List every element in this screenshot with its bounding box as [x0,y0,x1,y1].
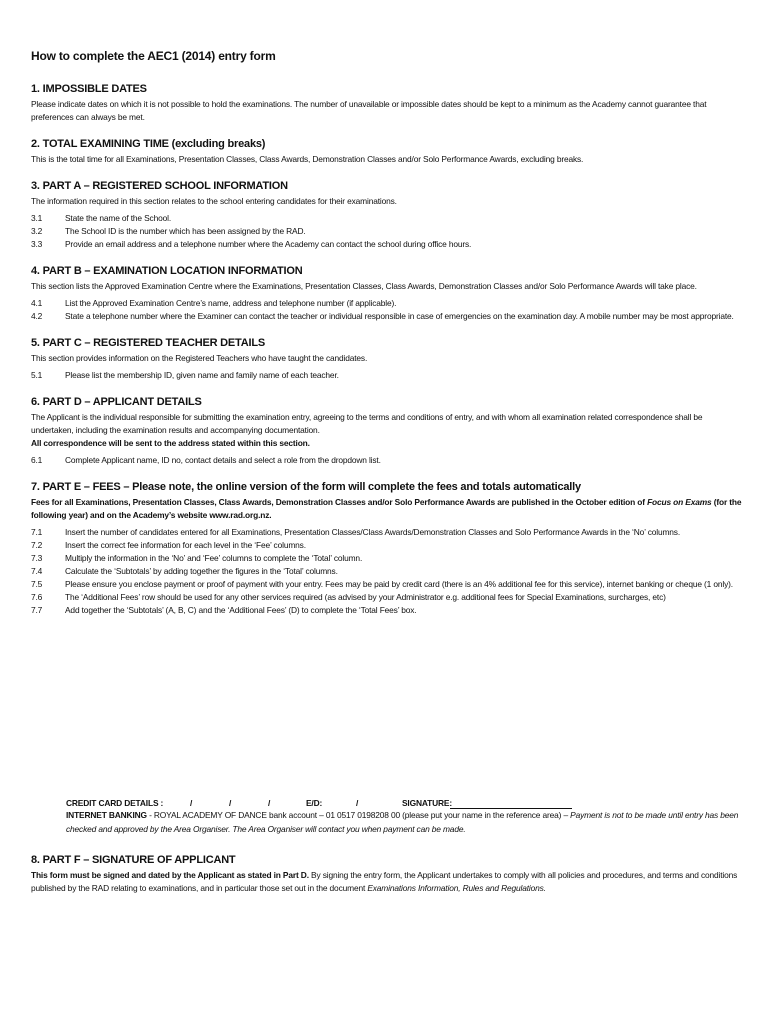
item-number: 7.2 [31,540,43,550]
item-text: Insert the number of candidates entered for all Examinations, Presentation Classes/Class Awards/Demonstration Classes and Solo Performance Awards in the ‘No’ columns. [65,527,681,537]
section-heading: 1. IMPOSSIBLE DATES [31,83,147,95]
item-number: 7.6 [31,592,43,602]
section-part-a [31,179,743,251]
item-number: 4.1 [31,298,43,308]
instruction-item [31,225,743,238]
section-intro-bold: All correspondence will be sent to the address stated within this section. [31,438,310,448]
expiry-label: E/D: [306,798,323,808]
item-text: Insert the correct fee information for each level in the ‘Fee’ columns. [65,540,306,550]
item-number: 7.4 [31,566,43,576]
item-number: 6.1 [31,455,43,465]
section-part-e [31,480,743,617]
item-text: State a telephone number where the Examiner can contact the teacher or individual responsible in case of emergencies on the examination day. A mobile number may be most appropriate. [65,311,734,321]
section-heading: 3. PART A – REGISTERED SCHOOL INFORMATION [31,180,288,192]
instruction-item [31,297,743,310]
instruction-list [31,212,743,251]
document-body [31,48,743,630]
item-text: Calculate the ‘Subtotals’ by adding together the figures in the ‘Total’ columns. [65,566,338,576]
item-text: Complete Applicant name, ID no, contact details and select a role from the dropdown list. [65,455,381,465]
section-heading: 5. PART C – REGISTERED TEACHER DETAILS [31,337,266,349]
item-number: 3.1 [31,213,43,223]
section-heading: 2. TOTAL EXAMINING TIME (excluding breaks) [31,138,266,150]
section-intro-bold [31,496,743,522]
instruction-item [31,310,743,323]
section-intro: The Applicant is the individual responsible for submitting the examination entry, agreeing to the terms and conditions of entry, and with whom all examination related correspondence shall be undertaken, including the examination results and accompanying documentation. [31,412,703,435]
section-part-d [31,395,743,467]
instruction-item [31,454,743,467]
instruction-list [31,454,743,467]
instruction-item [31,552,743,565]
section-heading: 7. PART E – FEES – Please note, the online version of the form will complete the fees and totals automatically [31,481,581,493]
date-slash: / [268,798,271,808]
item-number: 7.5 [31,579,43,589]
internet-banking-label: INTERNET BANKING [66,810,147,820]
item-text: Add together the ‘Subtotals’ (A, B, C) and the ‘Additional Fees’ (D) to complete the ‘Total Fees’ box. [65,605,417,615]
item-text: Please ensure you enclose payment or proof of payment with your entry. Fees may be paid by credit card (there is an 4% additional fee for this service), internet banking or cheque (1 only). [65,579,733,589]
item-text: Provide an email address and a telephone number where the Academy can contact the school during office hours. [65,239,472,249]
item-text: Please list the membership ID, given name and family name of each teacher. [65,370,339,380]
fees-intro-text-end: (for the following year) and on the Academy’s website www.rad.org.nz. [31,497,742,520]
document-title: How to complete the AEC1 (2014) entry form [31,49,276,63]
section-intro: The information required in this section relates to the school entering candidates for their examinations. [31,196,397,206]
signature-text: By signing the entry form, the Applicant undertakes to comply with all policies and procedures, and terms and conditions published by the RAD relating to examinations, and in particular those set out in the document [31,870,738,893]
item-number: 3.2 [31,226,43,236]
item-text: The School ID is the number which has been assigned by the RAD. [65,226,306,236]
date-slash: / [190,798,193,808]
section-part-f [31,853,743,895]
section-intro: This is the total time for all Examinations, Presentation Classes, Class Awards, Demonstration Classes and/or Solo Performance Awards, excluding breaks. [31,154,584,164]
instruction-item [31,539,743,552]
item-text: Multiply the information in the ‘No’ and ‘Fee’ columns to complete the ‘Total’ column. [65,553,363,563]
fees-intro-text: Fees for all Examinations, Presentation Classes, Class Awards, Demonstration Classes and/or Solo Performance Awards are published in the October edition of [31,497,648,507]
section-part-c [31,336,743,382]
signature-requirement: This form must be signed and dated by the Applicant as stated in Part D. [31,870,309,880]
item-number: 7.1 [31,527,43,537]
section-intro: This section lists the Approved Examination Centre where the Examinations, Presentation Classes, Class Awards, Demonstration Classes and/or Solo Performance Awards will take place. [31,281,697,291]
instruction-item [31,212,743,225]
instruction-item [31,526,743,539]
publication-title: Focus on Exams [647,497,712,507]
instruction-item [31,591,743,604]
internet-banking-text: - ROYAL ACADEMY OF DANCE bank account – 01 0517 0198208 00 (please put your name in the reference area) – [146,810,571,820]
item-number: 7.3 [31,553,43,563]
internet-banking-note: Payment is not to be made until entry has been checked and approved by the Area Organiser. The Area Organiser will contact you when payment can be made. [66,810,739,834]
instruction-item [31,369,743,382]
section-heading: 6. PART D – APPLICANT DETAILS [31,396,202,408]
internet-banking [66,808,742,836]
rules-document-title: Examinations Information, Rules and Regulations. [367,883,546,893]
instruction-list [31,369,743,382]
instruction-list [31,297,743,323]
instruction-item [31,578,743,591]
section-intro: This section provides information on the Registered Teachers who have taught the candidates. [31,353,368,363]
signature-label: SIGNATURE: [402,798,452,808]
item-number: 4.2 [31,311,43,321]
item-text: State the name of the School. [65,213,171,223]
section-total-examining-time [31,137,743,166]
item-text: List the Approved Examination Centre’s name, address and telephone number (if applicable). [65,298,397,308]
section-impossible-dates [31,82,743,124]
section-body [31,869,743,895]
date-slash: / [229,798,232,808]
section-intro: Please indicate dates on which it is not possible to hold the examinations. The number of unavailable or impossible dates should be kept to a minimum as the Academy cannot guarantee that preferences can always be met. [31,99,707,122]
instruction-item [31,238,743,251]
section-part-b [31,264,743,323]
item-text: The ‘Additional Fees’ row should be used for any other services required (as advised by your Administrator e.g. additional fees for Special Examinations, surcharges, etc) [65,592,666,602]
date-slash: / [356,798,359,808]
item-number: 3.3 [31,239,43,249]
item-number: 7.7 [31,605,43,615]
instruction-list [31,526,743,617]
instruction-item [31,604,743,617]
section-heading: 4. PART B – EXAMINATION LOCATION INFORMATION [31,265,303,277]
item-number: 5.1 [31,370,43,380]
section-heading: 8. PART F – SIGNATURE OF APPLICANT [31,854,236,866]
credit-card-label: CREDIT CARD DETAILS : [66,798,164,808]
instruction-item [31,565,743,578]
